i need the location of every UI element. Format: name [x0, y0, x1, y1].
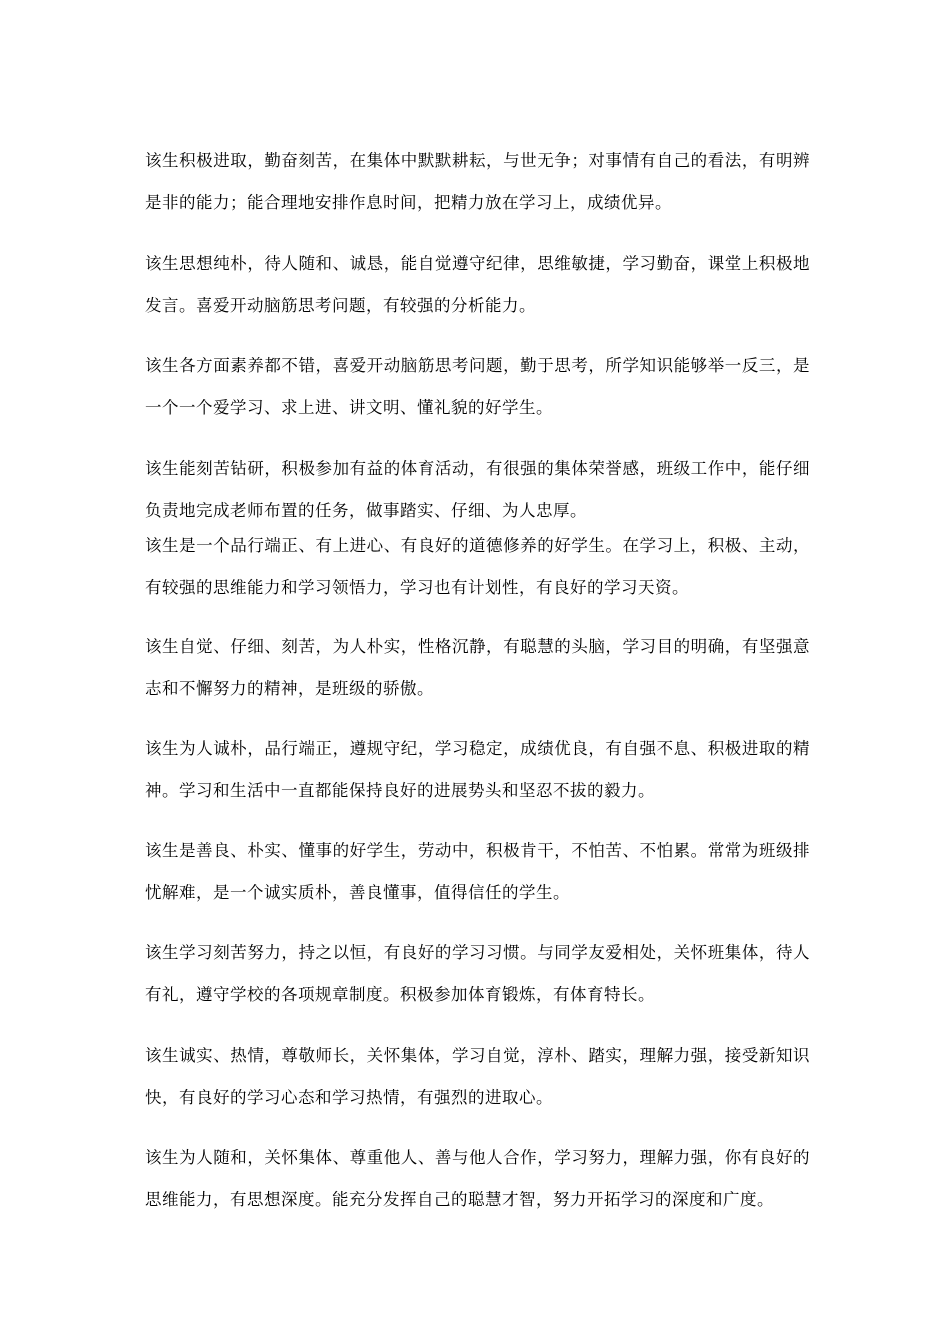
paragraph-line: 负责地完成老师布置的任务，做事踏实、仔细、为人忠厚。 [145, 501, 587, 520]
paragraph-line: 该生各方面素养都不错，喜爱开动脑筋思考问题，勤于思考，所学知识能够举一反三，是 [145, 356, 810, 375]
paragraph-line: 该生为人诚朴，品行端正，遵规守纪，学习稳定，成绩优良，有自强不息、积极进取的精 [145, 739, 810, 758]
paragraph-line: 快，有良好的学习心态和学习热情，有强烈的进取心。 [145, 1088, 553, 1107]
paragraph-line: 该生是一个品行端正、有上进心、有良好的道德修养的好学生。在学习上，积极、主动， [145, 536, 810, 555]
paragraph [145, 525, 810, 609]
paragraph-line: 该生自觉、仔细、刻苦，为人朴实，性格沉静，有聪慧的头脑，学习目的明确，有坚强意 [145, 637, 810, 656]
paragraph-line: 是非的能力；能合理地安排作息时间，把精力放在学习上，成绩优异。 [145, 193, 672, 212]
paragraph [145, 345, 810, 429]
paragraph [145, 932, 810, 1016]
paragraph-line: 有礼，遵守学校的各项规章制度。积极参加体育锻炼，有体育特长。 [145, 985, 655, 1004]
paragraph-line: 一个一个爱学习、求上进、讲文明、懂礼貌的好学生。 [145, 398, 553, 417]
paragraph-line: 忧解难，是一个诚实质朴，善良懂事，值得信任的学生。 [145, 883, 570, 902]
paragraph-line: 志和不懈努力的精神，是班级的骄傲。 [145, 679, 434, 698]
paragraph-line: 神。学习和生活中一直都能保持良好的进展势头和坚忍不拔的毅力。 [145, 781, 655, 800]
paragraph [145, 728, 810, 812]
paragraph-line: 该生诚实、热情，尊敬师长，关怀集体，学习自觉，淳朴、踏实，理解力强，接受新知识 [145, 1046, 810, 1065]
paragraph [145, 1035, 810, 1119]
paragraph [145, 626, 810, 710]
paragraph-line: 思维能力，有思想深度。能充分发挥自己的聪慧才智，努力开拓学习的深度和广度。 [145, 1190, 774, 1209]
paragraph-line: 该生思想纯朴，待人随和、诚恳，能自觉遵守纪律，思维敏捷，学习勤奋，课堂上积极地 [145, 254, 810, 273]
paragraph-line: 有较强的思维能力和学习领悟力，学习也有计划性，有良好的学习天资。 [145, 578, 689, 597]
paragraph-line: 该生能刻苦钻研，积极参加有益的体育活动，有很强的集体荣誉感，班级工作中，能仔细 [145, 459, 810, 478]
paragraph [145, 830, 810, 914]
paragraph-line: 该生为人随和，关怀集体、尊重他人、善与他人合作，学习努力，理解力强，你有良好的 [145, 1148, 810, 1167]
paragraph-line: 该生学习刻苦努力，持之以恒，有良好的学习习惯。与同学友爱相处，关怀班集体，待人 [145, 943, 810, 962]
paragraph-line: 该生是善良、朴实、懂事的好学生，劳动中，积极肯干，不怕苦、不怕累。常常为班级排 [145, 841, 810, 860]
paragraph-line: 发言。喜爱开动脑筋思考问题，有较强的分析能力。 [145, 296, 536, 315]
paragraph [145, 448, 810, 532]
paragraph [145, 1137, 810, 1221]
paragraph [145, 243, 810, 327]
paragraph-line: 该生积极进取，勤奋刻苦，在集体中默默耕耘，与世无争；对事情有自己的看法，有明辨 [145, 151, 810, 170]
paragraph [145, 140, 810, 224]
